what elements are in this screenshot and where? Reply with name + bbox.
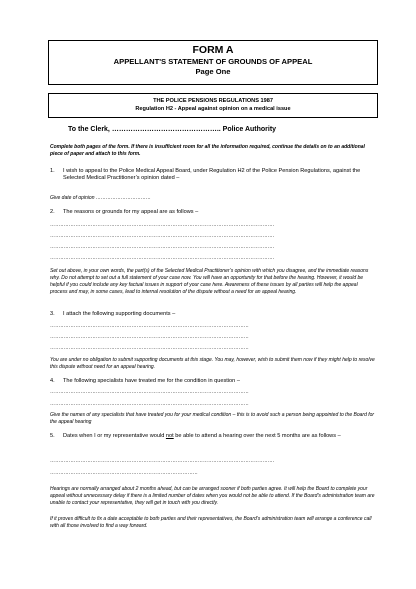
q2-answer-line[interactable]: ……………………………………………………………………………………………………………………	[50, 255, 275, 261]
q2-note: Set out above, in your own words, the part(s) of the Selected Medical Practitioner’s opinion with which you disagree, and the immediate reasons why. Do not attempt to set out a full statement of your case now. You will have an opportunity for that before the hearing. However, it would be helpful if you could include any key factual issues in support of your case here. Awareness of these issues by all parties will help the appeal process and may, in some cases, lead to internal resolution of the dispute without a need for an appeal hearing.	[50, 268, 369, 295]
q2-answer-line[interactable]: ……………………………………………………………………………………………………………………	[50, 244, 275, 250]
q3-answer-line[interactable]: ………………………………………………………………………………………………………	[50, 323, 249, 329]
q5-note-1: Hearings are normally arranged about 2 months ahead, but can be arranged sooner if both parties agree. It will help the Board to complete your appeal without unnecessary delay if there is a limited number of dates when you would not be able to attend. If the Board’s administration team are unable to contact your representative, they will get in touch with you directly.	[50, 486, 375, 506]
page-label: Page One	[195, 67, 231, 76]
q3-answer-line[interactable]: ………………………………………………………………………………………………………	[50, 345, 249, 351]
q4-answer-line[interactable]: ………………………………………………………………………………………………………	[50, 389, 249, 395]
form-subtitle: APPELLANT'S STATEMENT OF GROUNDS OF APPEAL	[113, 57, 313, 66]
q2-answer-line[interactable]: ……………………………………………………………………………………………………………………	[50, 222, 275, 228]
q5-note-2: If it proves difficult to fix a date acceptable to both parties and their representatives, the Board’s administration team will arrange a conference call with all those involved to find a way forward.	[50, 516, 372, 529]
regulations-box	[48, 93, 378, 118]
q4-text: The following specialists have treated me for the condition in question –	[63, 378, 240, 384]
q3-note: You are under no obligation to submit supporting documents at this stage. You may, however, wish to submit them now if they might help to resolve this dispute without need for an appeal hearing.	[50, 357, 375, 370]
q5-answer-line[interactable]: ……………………………………………………………………………	[50, 470, 198, 476]
q3-answer-line[interactable]: ………………………………………………………………………………………………………	[50, 334, 249, 340]
q4-note: Give the names of any specialists that have treated you for your medical condition – this is to avoid such a person being appointed to the Board for the appeal hearing	[50, 412, 375, 425]
q4-number: 4.	[50, 378, 55, 384]
q5-text-after: be able to attend a hearing over the next 5 months are as follows –	[173, 433, 341, 439]
q1-date-field[interactable]: Give date of opinion ……………………………	[50, 195, 151, 201]
q2-answer-line[interactable]: ……………………………………………………………………………………………………………………	[50, 233, 275, 239]
instruction-text: Complete both pages of the form. If there is insufficient room for all the information required, continue the details on to an additional piece of paper and attach to this form.	[50, 144, 365, 157]
q1-number: 1.	[50, 168, 55, 174]
q5-text-before: Dates when I or my representative would	[63, 433, 166, 439]
regulations-title: THE POLICE PENSIONS REGULATIONS 1987	[153, 98, 273, 104]
clerk-line: To the Clerk, ……………………………………….. Police Authority	[68, 126, 277, 133]
q2-number: 2.	[50, 209, 55, 215]
q2-text: The reasons or grounds for my appeal are as follows –	[63, 209, 199, 215]
regulations-subtitle: Regulation H2 - Appeal against opinion on a medical issue	[135, 106, 291, 112]
q4-answer-line[interactable]: ………………………………………………………………………………………………………	[50, 401, 249, 407]
q5-text-underlined: not	[165, 433, 174, 439]
q5-answer-line[interactable]: ……………………………………………………………………………………………………………………	[50, 458, 275, 464]
q5-text	[63, 433, 373, 440]
q1-text: I wish to appeal to the Police Medical Appeal Board, under Regulation H2 of the Police Pension Regulations, against the Selected Medical Practitioner’s opinion dated –	[63, 168, 361, 181]
form-header-box	[48, 40, 378, 85]
q3-text: I attach the following supporting documents –	[63, 311, 176, 317]
form-title: FORM A	[192, 44, 234, 56]
q3-number: 3.	[50, 311, 55, 317]
q5-number: 5.	[50, 433, 55, 439]
